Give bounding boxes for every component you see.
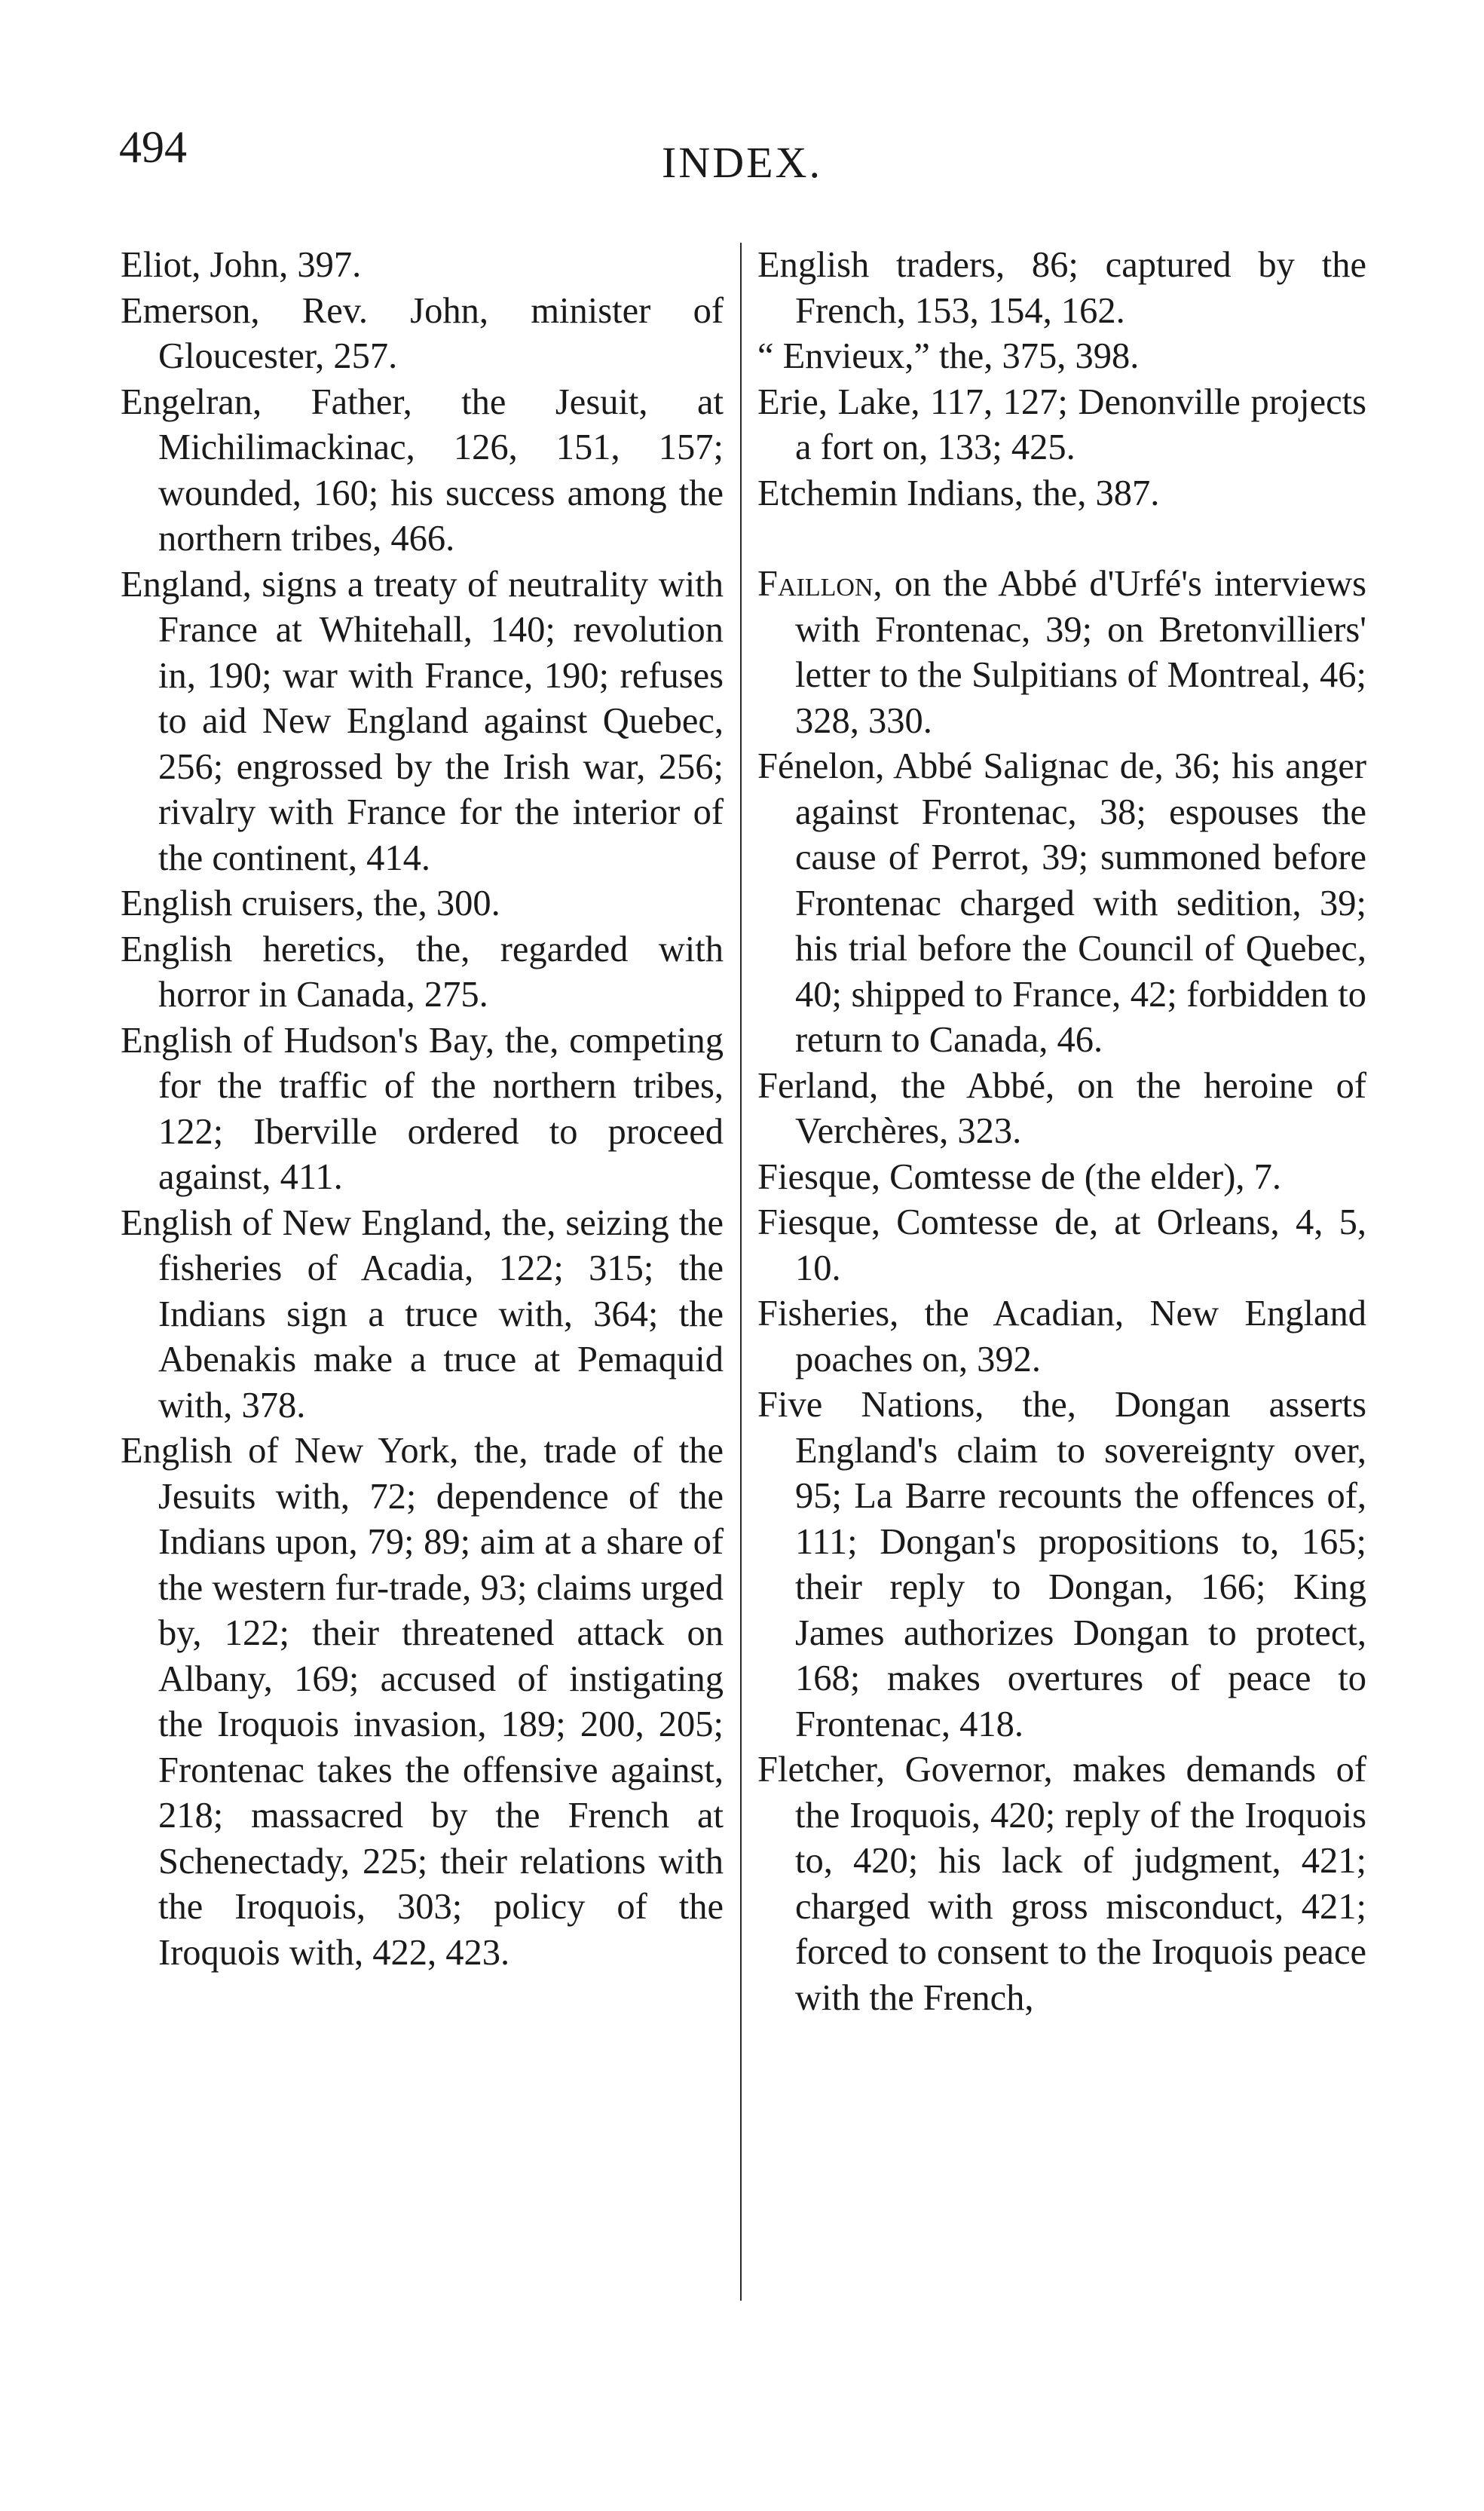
index-entry: English traders, 86; captured by the French, 153, 154, 162. [757,245,1366,331]
index-entry: England, signs a treaty of neutrality with France at Whitehall, 140; revolution in, 190; war with France, 190; refuses to aid New England against Quebec, 256; engrossed by the Irish war, 256; rivalry with France for the interior of the continent, 414. [121,564,724,878]
index-entry: Etchemin Indians, the, 387. [757,473,1160,513]
page-number: 494 [119,122,187,172]
index-column-right [757,243,1366,2021]
index-entry: Fiesque, Comtesse de, at Orleans, 4, 5, 10. [757,1202,1366,1288]
index-entry: Engelran, Father, the Jesuit, at Michilimackinac, 126, 151, 157; wounded, 160; his success among the northern tribes, 466. [121,381,724,559]
index-entry: “ Envieux,” the, 375, 398. [757,336,1140,376]
page-title: INDEX. [662,138,822,187]
index-entry-faillon [757,562,1366,744]
faillon-headword: Faillon [757,564,874,604]
index-entry: English heretics, the, regarded with horror in Canada, 275. [121,929,724,1015]
index-entry: Five Nations, the, Dongan asserts England's claim to sovereignty over, 95; La Barre recounts the offences of, 111; Dongan's propositions to, 165; their reply to Dongan, 166; King James authorizes Dongan to protect, 168; makes overtures of peace to Frontenac, 418. [757,1385,1366,1744]
column-divider [740,243,742,2301]
index-entry: Ferland, the Abbé, on the heroine of Verchères, 323. [757,1065,1366,1151]
index-column-left [121,243,724,1976]
index-entry: Fletcher, Governor, makes demands of the Iroquois, 420; reply of the Iroquois to, 420; his lack of judgment, 421; charged with gross misconduct, 421; forced to consent to the Iroquois peace with the French, [757,1750,1366,2018]
index-entry: Eliot, John, 397. [121,245,362,285]
index-entry: Fiesque, Comtesse de (the elder), 7. [757,1156,1281,1197]
faillon-rest: , on the Abbé d'Urfé's interviews with Frontenac, 39; on Bretonvilliers' letter to the Sulpitians of Montreal, 46; 328, 330. [795,564,1366,741]
index-entry: Emerson, Rev. John, minister of Gloucester, 257. [121,290,724,376]
index-entry: English of New England, the, seizing the fisheries of Acadia, 122; 315; the Indians sign a truce with, 364; the Abenakis make a truce at Pemaquid with, 378. [121,1202,724,1425]
index-entry: English of Hudson's Bay, the, competing for the traffic of the northern tribes, 122; Iberville ordered to proceed against, 411. [121,1020,724,1197]
index-entry: Fénelon, Abbé Salignac de, 36; his anger against Frontenac, 38; espouses the cause of Perrot, 39; summoned before Frontenac charged with sedition, 39; his trial before the Council of Quebec, 40; shipped to France, 42; forbidden to return to Canada, 46. [757,746,1366,1060]
index-entry: Erie, Lake, 117, 127; Denonville projects a fort on, 133; 425. [757,381,1366,467]
index-entry: Fisheries, the Acadian, New England poaches on, 392. [757,1294,1366,1380]
index-entry: English of New York, the, trade of the Jesuits with, 72; dependence of the Indians upon, 79; 89; aim at a share of the western fur-trade, 93; claims urged by, 122; their threatened attack on Albany, 169; accused of instigating the Iroquois invasion, 189; 200, 205; Frontenac takes the offensive against, 218; massacred by the French at Schenectady, 225; their relations with the Iroquois, 303; policy of the Iroquois with, 422, 423. [121,1431,724,1973]
index-entry: English cruisers, the, 300. [121,883,500,923]
